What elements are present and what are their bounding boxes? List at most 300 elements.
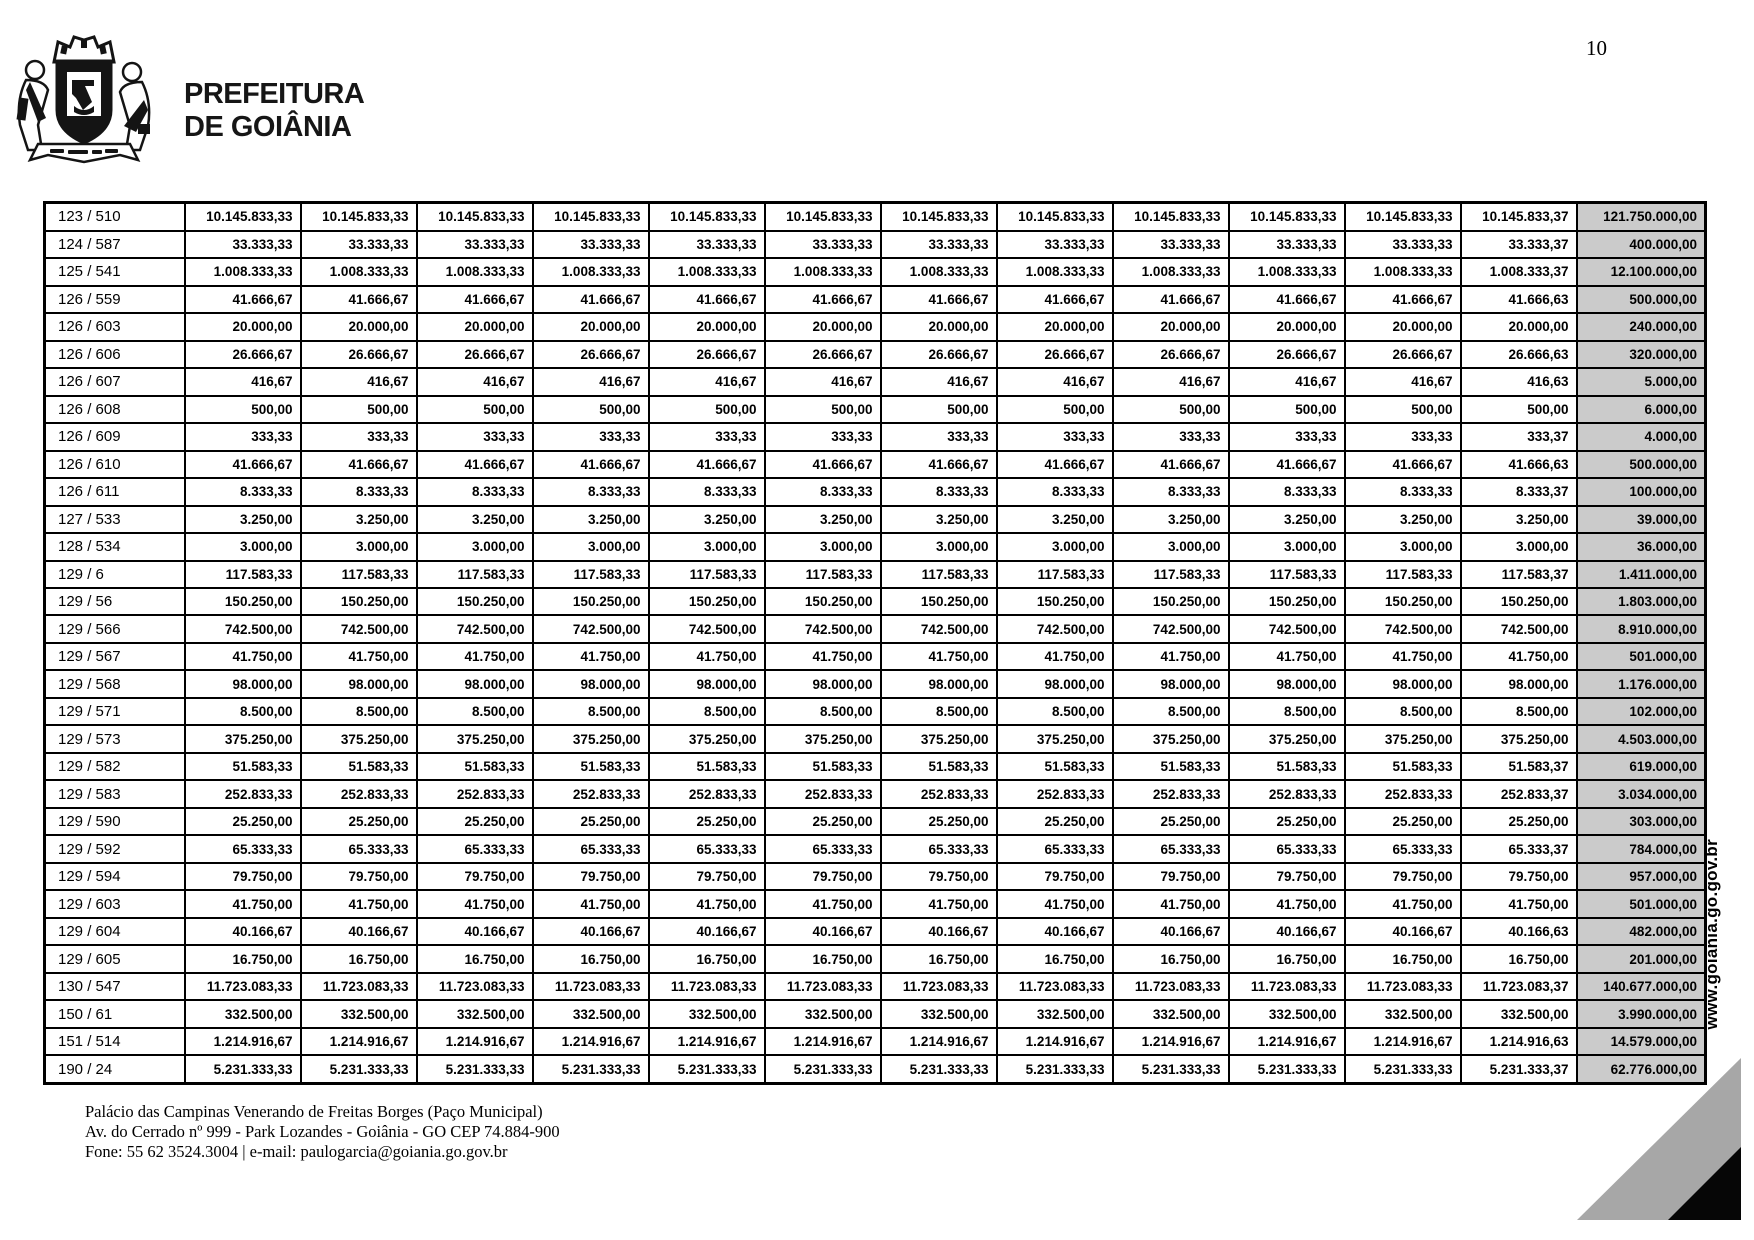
monthly-value-cell: 742.500,00: [185, 615, 301, 642]
monthly-value-cell: 3.250,00: [301, 506, 417, 533]
monthly-value-cell: 16.750,00: [765, 945, 881, 972]
monthly-value-cell: 41.666,67: [301, 451, 417, 478]
monthly-value-cell: 26.666,63: [1461, 341, 1577, 368]
monthly-value-cell: 41.666,67: [1113, 286, 1229, 313]
monthly-value-cell: 117.583,33: [1345, 561, 1461, 588]
monthly-value-cell: 117.583,33: [533, 561, 649, 588]
monthly-value-cell: 10.145.833,33: [417, 203, 533, 231]
row-code-cell: 129 / 603: [45, 890, 185, 917]
monthly-value-cell: 11.723.083,33: [185, 973, 301, 1000]
monthly-value-cell: 41.666,67: [1345, 451, 1461, 478]
monthly-value-cell: 252.833,33: [533, 780, 649, 807]
row-code-cell: 129 / 592: [45, 835, 185, 862]
monthly-value-cell: 742.500,00: [881, 615, 997, 642]
monthly-value-cell: 252.833,33: [997, 780, 1113, 807]
monthly-value-cell: 5.231.333,33: [533, 1055, 649, 1083]
monthly-value-cell: 742.500,00: [997, 615, 1113, 642]
monthly-value-cell: 51.583,33: [185, 753, 301, 780]
monthly-value-cell: 20.000,00: [1229, 313, 1345, 340]
table-row: [45, 1000, 1706, 1027]
table-row: [45, 808, 1706, 835]
monthly-value-cell: 10.145.833,33: [533, 203, 649, 231]
monthly-value-cell: 51.583,33: [765, 753, 881, 780]
monthly-value-cell: 41.666,67: [301, 286, 417, 313]
monthly-value-cell: 11.723.083,33: [881, 973, 997, 1000]
table-row: [45, 1055, 1706, 1083]
table-row: [45, 203, 1706, 231]
monthly-value-cell: 8.333,33: [533, 478, 649, 505]
org-wordmark: [184, 78, 364, 144]
row-code-cell: 126 / 607: [45, 368, 185, 395]
monthly-value-cell: 65.333,33: [997, 835, 1113, 862]
monthly-value-cell: 25.250,00: [881, 808, 997, 835]
monthly-value-cell: 40.166,67: [417, 918, 533, 945]
monthly-value-cell: 65.333,33: [649, 835, 765, 862]
monthly-value-cell: 33.333,33: [997, 231, 1113, 258]
vertical-site-url: [1698, 834, 1726, 1034]
monthly-value-cell: 8.333,33: [417, 478, 533, 505]
monthly-value-cell: 98.000,00: [533, 670, 649, 697]
monthly-value-cell: 98.000,00: [765, 670, 881, 697]
monthly-value-cell: 41.666,67: [1113, 451, 1229, 478]
monthly-value-cell: 11.723.083,33: [533, 973, 649, 1000]
monthly-value-cell: 500,00: [185, 396, 301, 423]
monthly-value-cell: 26.666,67: [1345, 341, 1461, 368]
monthly-value-cell: 33.333,37: [1461, 231, 1577, 258]
monthly-value-cell: 41.666,67: [997, 286, 1113, 313]
row-total-cell: 8.910.000,00: [1577, 615, 1706, 642]
footer-address: [85, 1102, 560, 1162]
table-row: [45, 313, 1706, 340]
monthly-value-cell: 11.723.083,33: [765, 973, 881, 1000]
monthly-value-cell: 65.333,33: [1229, 835, 1345, 862]
monthly-value-cell: 98.000,00: [1461, 670, 1577, 697]
table-row: [45, 533, 1706, 560]
vertical-site-url-text: www.goiania.go.gov.br: [1702, 838, 1721, 1030]
monthly-value-cell: 25.250,00: [301, 808, 417, 835]
budget-installments-table: [43, 201, 1707, 1085]
monthly-value-cell: 3.000,00: [533, 533, 649, 560]
row-total-cell: 100.000,00: [1577, 478, 1706, 505]
monthly-value-cell: 65.333,37: [1461, 835, 1577, 862]
table-row: [45, 423, 1706, 450]
monthly-value-cell: 375.250,00: [533, 725, 649, 752]
monthly-value-cell: 375.250,00: [1345, 725, 1461, 752]
monthly-value-cell: 65.333,33: [301, 835, 417, 862]
monthly-value-cell: 333,33: [185, 423, 301, 450]
table-row: [45, 945, 1706, 972]
monthly-value-cell: 416,63: [1461, 368, 1577, 395]
table-row: [45, 1028, 1706, 1055]
monthly-value-cell: 333,33: [765, 423, 881, 450]
monthly-value-cell: 11.723.083,33: [1113, 973, 1229, 1000]
monthly-value-cell: 8.333,33: [1345, 478, 1461, 505]
monthly-value-cell: 98.000,00: [301, 670, 417, 697]
table-row: [45, 478, 1706, 505]
monthly-value-cell: 98.000,00: [1229, 670, 1345, 697]
monthly-value-cell: 20.000,00: [1345, 313, 1461, 340]
monthly-value-cell: 10.145.833,33: [1113, 203, 1229, 231]
monthly-value-cell: 150.250,00: [417, 588, 533, 615]
monthly-value-cell: 26.666,67: [997, 341, 1113, 368]
monthly-value-cell: 41.666,67: [765, 286, 881, 313]
monthly-value-cell: 3.250,00: [881, 506, 997, 533]
monthly-value-cell: 40.166,67: [533, 918, 649, 945]
monthly-value-cell: 8.333,33: [1113, 478, 1229, 505]
row-total-cell: 619.000,00: [1577, 753, 1706, 780]
monthly-value-cell: 16.750,00: [997, 945, 1113, 972]
monthly-value-cell: 41.750,00: [1461, 643, 1577, 670]
monthly-value-cell: 332.500,00: [1113, 1000, 1229, 1027]
monthly-value-cell: 3.250,00: [417, 506, 533, 533]
monthly-value-cell: 500,00: [649, 396, 765, 423]
monthly-value-cell: 3.000,00: [1461, 533, 1577, 560]
monthly-value-cell: 375.250,00: [765, 725, 881, 752]
monthly-value-cell: 41.666,67: [417, 286, 533, 313]
monthly-value-cell: 416,67: [765, 368, 881, 395]
monthly-value-cell: 26.666,67: [765, 341, 881, 368]
monthly-value-cell: 1.214.916,67: [881, 1028, 997, 1055]
monthly-value-cell: 332.500,00: [1345, 1000, 1461, 1027]
monthly-value-cell: 1.214.916,67: [997, 1028, 1113, 1055]
monthly-value-cell: 79.750,00: [649, 863, 765, 890]
monthly-value-cell: 25.250,00: [1345, 808, 1461, 835]
monthly-value-cell: 8.500,00: [881, 698, 997, 725]
row-total-cell: 4.000,00: [1577, 423, 1706, 450]
monthly-value-cell: 41.750,00: [649, 890, 765, 917]
monthly-value-cell: 1.214.916,67: [301, 1028, 417, 1055]
table-row: [45, 973, 1706, 1000]
monthly-value-cell: 1.214.916,67: [533, 1028, 649, 1055]
row-code-cell: 123 / 510: [45, 203, 185, 231]
monthly-value-cell: 25.250,00: [1113, 808, 1229, 835]
monthly-value-cell: 3.000,00: [185, 533, 301, 560]
monthly-value-cell: 79.750,00: [1113, 863, 1229, 890]
monthly-value-cell: 79.750,00: [1461, 863, 1577, 890]
monthly-value-cell: 20.000,00: [997, 313, 1113, 340]
monthly-value-cell: 742.500,00: [533, 615, 649, 642]
monthly-value-cell: 5.231.333,33: [765, 1055, 881, 1083]
row-code-cell: 126 / 609: [45, 423, 185, 450]
monthly-value-cell: 33.333,33: [765, 231, 881, 258]
monthly-value-cell: 3.000,00: [301, 533, 417, 560]
monthly-value-cell: 333,33: [301, 423, 417, 450]
row-total-cell: 400.000,00: [1577, 231, 1706, 258]
monthly-value-cell: 8.500,00: [185, 698, 301, 725]
monthly-value-cell: 333,33: [417, 423, 533, 450]
monthly-value-cell: 252.833,33: [881, 780, 997, 807]
monthly-value-cell: 26.666,67: [881, 341, 997, 368]
monthly-value-cell: 3.250,00: [1229, 506, 1345, 533]
monthly-value-cell: 252.833,33: [185, 780, 301, 807]
row-code-cell: 129 / 605: [45, 945, 185, 972]
monthly-value-cell: 79.750,00: [1229, 863, 1345, 890]
monthly-value-cell: 79.750,00: [533, 863, 649, 890]
monthly-value-cell: 11.723.083,33: [649, 973, 765, 1000]
monthly-value-cell: 8.333,33: [301, 478, 417, 505]
monthly-value-cell: 51.583,33: [417, 753, 533, 780]
monthly-value-cell: 500,00: [1461, 396, 1577, 423]
monthly-value-cell: 5.231.333,33: [301, 1055, 417, 1083]
monthly-value-cell: 3.250,00: [1461, 506, 1577, 533]
row-code-cell: 126 / 559: [45, 286, 185, 313]
row-code-cell: 129 / 590: [45, 808, 185, 835]
monthly-value-cell: 41.666,67: [881, 286, 997, 313]
row-code-cell: 125 / 541: [45, 258, 185, 285]
monthly-value-cell: 416,67: [1345, 368, 1461, 395]
monthly-value-cell: 500,00: [1229, 396, 1345, 423]
monthly-value-cell: 79.750,00: [1345, 863, 1461, 890]
table-row: [45, 643, 1706, 670]
monthly-value-cell: 416,67: [301, 368, 417, 395]
monthly-value-cell: 20.000,00: [1461, 313, 1577, 340]
row-total-cell: 121.750.000,00: [1577, 203, 1706, 231]
monthly-value-cell: 20.000,00: [1113, 313, 1229, 340]
monthly-value-cell: 40.166,67: [1229, 918, 1345, 945]
row-total-cell: 6.000,00: [1577, 396, 1706, 423]
monthly-value-cell: 8.333,33: [649, 478, 765, 505]
row-code-cell: 129 / 582: [45, 753, 185, 780]
monthly-value-cell: 40.166,67: [301, 918, 417, 945]
monthly-value-cell: 333,33: [1229, 423, 1345, 450]
monthly-value-cell: 1.214.916,63: [1461, 1028, 1577, 1055]
monthly-value-cell: 41.750,00: [1229, 890, 1345, 917]
monthly-value-cell: 1.008.333,33: [1229, 258, 1345, 285]
monthly-value-cell: 332.500,00: [997, 1000, 1113, 1027]
row-total-cell: 320.000,00: [1577, 341, 1706, 368]
monthly-value-cell: 1.214.916,67: [1345, 1028, 1461, 1055]
monthly-value-cell: 20.000,00: [533, 313, 649, 340]
monthly-value-cell: 1.008.333,33: [185, 258, 301, 285]
monthly-value-cell: 51.583,33: [1229, 753, 1345, 780]
monthly-value-cell: 98.000,00: [997, 670, 1113, 697]
monthly-value-cell: 10.145.833,33: [1345, 203, 1461, 231]
monthly-value-cell: 3.000,00: [765, 533, 881, 560]
monthly-value-cell: 5.231.333,33: [881, 1055, 997, 1083]
monthly-value-cell: 8.500,00: [1113, 698, 1229, 725]
monthly-value-cell: 40.166,67: [997, 918, 1113, 945]
monthly-value-cell: 1.214.916,67: [1113, 1028, 1229, 1055]
monthly-value-cell: 8.500,00: [301, 698, 417, 725]
monthly-value-cell: 40.166,67: [185, 918, 301, 945]
row-total-cell: 102.000,00: [1577, 698, 1706, 725]
monthly-value-cell: 252.833,33: [765, 780, 881, 807]
monthly-value-cell: 333,33: [997, 423, 1113, 450]
monthly-value-cell: 40.166,63: [1461, 918, 1577, 945]
table-row: [45, 698, 1706, 725]
table-row: [45, 725, 1706, 752]
monthly-value-cell: 41.666,67: [649, 451, 765, 478]
monthly-value-cell: 8.500,00: [1345, 698, 1461, 725]
row-code-cell: 129 / 567: [45, 643, 185, 670]
monthly-value-cell: 1.008.333,33: [533, 258, 649, 285]
monthly-value-cell: 41.750,00: [301, 890, 417, 917]
table-row: [45, 368, 1706, 395]
monthly-value-cell: 10.145.833,33: [301, 203, 417, 231]
monthly-value-cell: 117.583,37: [1461, 561, 1577, 588]
monthly-value-cell: 65.333,33: [1113, 835, 1229, 862]
footer-line-contact: Fone: 55 62 3524.3004 | e-mail: paulogarcia@goiania.go.gov.br: [85, 1142, 508, 1161]
monthly-value-cell: 16.750,00: [1461, 945, 1577, 972]
monthly-value-cell: 500,00: [881, 396, 997, 423]
footer-line-address: Av. do Cerrado nº 999 - Park Lozandes - Goiânia - GO CEP 74.884-900: [85, 1122, 560, 1141]
monthly-value-cell: 150.250,00: [185, 588, 301, 615]
monthly-value-cell: 41.750,00: [533, 643, 649, 670]
monthly-value-cell: 416,67: [997, 368, 1113, 395]
monthly-value-cell: 98.000,00: [1345, 670, 1461, 697]
monthly-value-cell: 1.214.916,67: [417, 1028, 533, 1055]
monthly-value-cell: 26.666,67: [185, 341, 301, 368]
row-code-cell: 151 / 514: [45, 1028, 185, 1055]
table-row: [45, 890, 1706, 917]
table-row: [45, 396, 1706, 423]
monthly-value-cell: 252.833,33: [649, 780, 765, 807]
monthly-value-cell: 332.500,00: [301, 1000, 417, 1027]
monthly-value-cell: 5.231.333,37: [1461, 1055, 1577, 1083]
monthly-value-cell: 26.666,67: [301, 341, 417, 368]
monthly-value-cell: 332.500,00: [1229, 1000, 1345, 1027]
footer-line-palace: Palácio das Campinas Venerando de Freitas Borges (Paço Municipal): [85, 1102, 543, 1121]
monthly-value-cell: 3.250,00: [1113, 506, 1229, 533]
monthly-value-cell: 41.666,67: [765, 451, 881, 478]
monthly-value-cell: 51.583,33: [997, 753, 1113, 780]
monthly-value-cell: 8.500,00: [533, 698, 649, 725]
monthly-value-cell: 5.231.333,33: [185, 1055, 301, 1083]
monthly-value-cell: 10.145.833,33: [881, 203, 997, 231]
monthly-value-cell: 1.008.333,37: [1461, 258, 1577, 285]
row-total-cell: 39.000,00: [1577, 506, 1706, 533]
monthly-value-cell: 33.333,33: [417, 231, 533, 258]
monthly-value-cell: 41.750,00: [881, 643, 997, 670]
monthly-value-cell: 3.000,00: [881, 533, 997, 560]
monthly-value-cell: 1.008.333,33: [1345, 258, 1461, 285]
monthly-value-cell: 150.250,00: [997, 588, 1113, 615]
row-total-cell: 500.000,00: [1577, 286, 1706, 313]
row-total-cell: 501.000,00: [1577, 643, 1706, 670]
monthly-value-cell: 8.333,33: [1229, 478, 1345, 505]
monthly-value-cell: 8.333,37: [1461, 478, 1577, 505]
corner-triangle-decoration: [1558, 1048, 1744, 1222]
monthly-value-cell: 33.333,33: [185, 231, 301, 258]
monthly-value-cell: 3.250,00: [533, 506, 649, 533]
monthly-value-cell: 41.666,67: [533, 286, 649, 313]
monthly-value-cell: 41.750,00: [765, 643, 881, 670]
row-total-cell: 36.000,00: [1577, 533, 1706, 560]
monthly-value-cell: 117.583,33: [881, 561, 997, 588]
monthly-value-cell: 33.333,33: [1113, 231, 1229, 258]
row-total-cell: 3.034.000,00: [1577, 780, 1706, 807]
monthly-value-cell: 332.500,00: [881, 1000, 997, 1027]
monthly-value-cell: 333,37: [1461, 423, 1577, 450]
monthly-value-cell: 1.214.916,67: [1229, 1028, 1345, 1055]
monthly-value-cell: 1.008.333,33: [997, 258, 1113, 285]
monthly-value-cell: 41.666,67: [881, 451, 997, 478]
table-row: [45, 561, 1706, 588]
monthly-value-cell: 41.666,67: [997, 451, 1113, 478]
monthly-value-cell: 375.250,00: [185, 725, 301, 752]
row-code-cell: 126 / 606: [45, 341, 185, 368]
monthly-value-cell: 117.583,33: [997, 561, 1113, 588]
monthly-value-cell: 41.750,00: [1113, 890, 1229, 917]
monthly-value-cell: 375.250,00: [301, 725, 417, 752]
monthly-value-cell: 117.583,33: [417, 561, 533, 588]
monthly-value-cell: 25.250,00: [765, 808, 881, 835]
monthly-value-cell: 117.583,33: [1229, 561, 1345, 588]
monthly-value-cell: 51.583,37: [1461, 753, 1577, 780]
monthly-value-cell: 40.166,67: [1113, 918, 1229, 945]
monthly-value-cell: 41.750,00: [997, 643, 1113, 670]
monthly-value-cell: 8.500,00: [1461, 698, 1577, 725]
monthly-value-cell: 79.750,00: [765, 863, 881, 890]
monthly-value-cell: 65.333,33: [765, 835, 881, 862]
row-total-cell: 3.990.000,00: [1577, 1000, 1706, 1027]
monthly-value-cell: 742.500,00: [765, 615, 881, 642]
monthly-value-cell: 10.145.833,37: [1461, 203, 1577, 231]
monthly-value-cell: 332.500,00: [533, 1000, 649, 1027]
table-row: [45, 863, 1706, 890]
monthly-value-cell: 5.231.333,33: [1113, 1055, 1229, 1083]
row-total-cell: 14.579.000,00: [1577, 1028, 1706, 1055]
monthly-value-cell: 1.214.916,67: [185, 1028, 301, 1055]
monthly-value-cell: 150.250,00: [1461, 588, 1577, 615]
monthly-value-cell: 375.250,00: [1461, 725, 1577, 752]
monthly-value-cell: 51.583,33: [301, 753, 417, 780]
monthly-value-cell: 1.008.333,33: [417, 258, 533, 285]
table-row: [45, 231, 1706, 258]
monthly-value-cell: 98.000,00: [185, 670, 301, 697]
monthly-value-cell: 98.000,00: [881, 670, 997, 697]
monthly-value-cell: 117.583,33: [301, 561, 417, 588]
table-row: [45, 286, 1706, 313]
monthly-value-cell: 79.750,00: [185, 863, 301, 890]
goiania-coat-of-arms-icon: [8, 30, 160, 172]
monthly-value-cell: 375.250,00: [881, 725, 997, 752]
row-total-cell: 240.000,00: [1577, 313, 1706, 340]
row-code-cell: 127 / 533: [45, 506, 185, 533]
monthly-value-cell: 117.583,33: [765, 561, 881, 588]
monthly-value-cell: 51.583,33: [881, 753, 997, 780]
monthly-value-cell: 1.008.333,33: [881, 258, 997, 285]
monthly-value-cell: 742.500,00: [649, 615, 765, 642]
monthly-value-cell: 41.666,67: [1229, 451, 1345, 478]
monthly-value-cell: 41.666,67: [533, 451, 649, 478]
row-code-cell: 129 / 573: [45, 725, 185, 752]
monthly-value-cell: 416,67: [417, 368, 533, 395]
row-code-cell: 129 / 6: [45, 561, 185, 588]
monthly-value-cell: 500,00: [765, 396, 881, 423]
table-row: [45, 615, 1706, 642]
monthly-value-cell: 79.750,00: [417, 863, 533, 890]
monthly-value-cell: 375.250,00: [997, 725, 1113, 752]
monthly-value-cell: 150.250,00: [1345, 588, 1461, 615]
monthly-value-cell: 51.583,33: [649, 753, 765, 780]
monthly-value-cell: 3.250,00: [997, 506, 1113, 533]
monthly-value-cell: 20.000,00: [881, 313, 997, 340]
monthly-value-cell: 1.008.333,33: [1113, 258, 1229, 285]
row-total-cell: 784.000,00: [1577, 835, 1706, 862]
monthly-value-cell: 11.723.083,33: [417, 973, 533, 1000]
monthly-value-cell: 26.666,67: [533, 341, 649, 368]
monthly-value-cell: 25.250,00: [417, 808, 533, 835]
org-wordmark-line1: PREFEITURA: [184, 78, 365, 110]
monthly-value-cell: 252.833,33: [417, 780, 533, 807]
monthly-value-cell: 25.250,00: [997, 808, 1113, 835]
row-total-cell: 482.000,00: [1577, 918, 1706, 945]
monthly-value-cell: 41.666,67: [417, 451, 533, 478]
table-row: [45, 451, 1706, 478]
monthly-value-cell: 20.000,00: [765, 313, 881, 340]
monthly-value-cell: 1.008.333,33: [301, 258, 417, 285]
